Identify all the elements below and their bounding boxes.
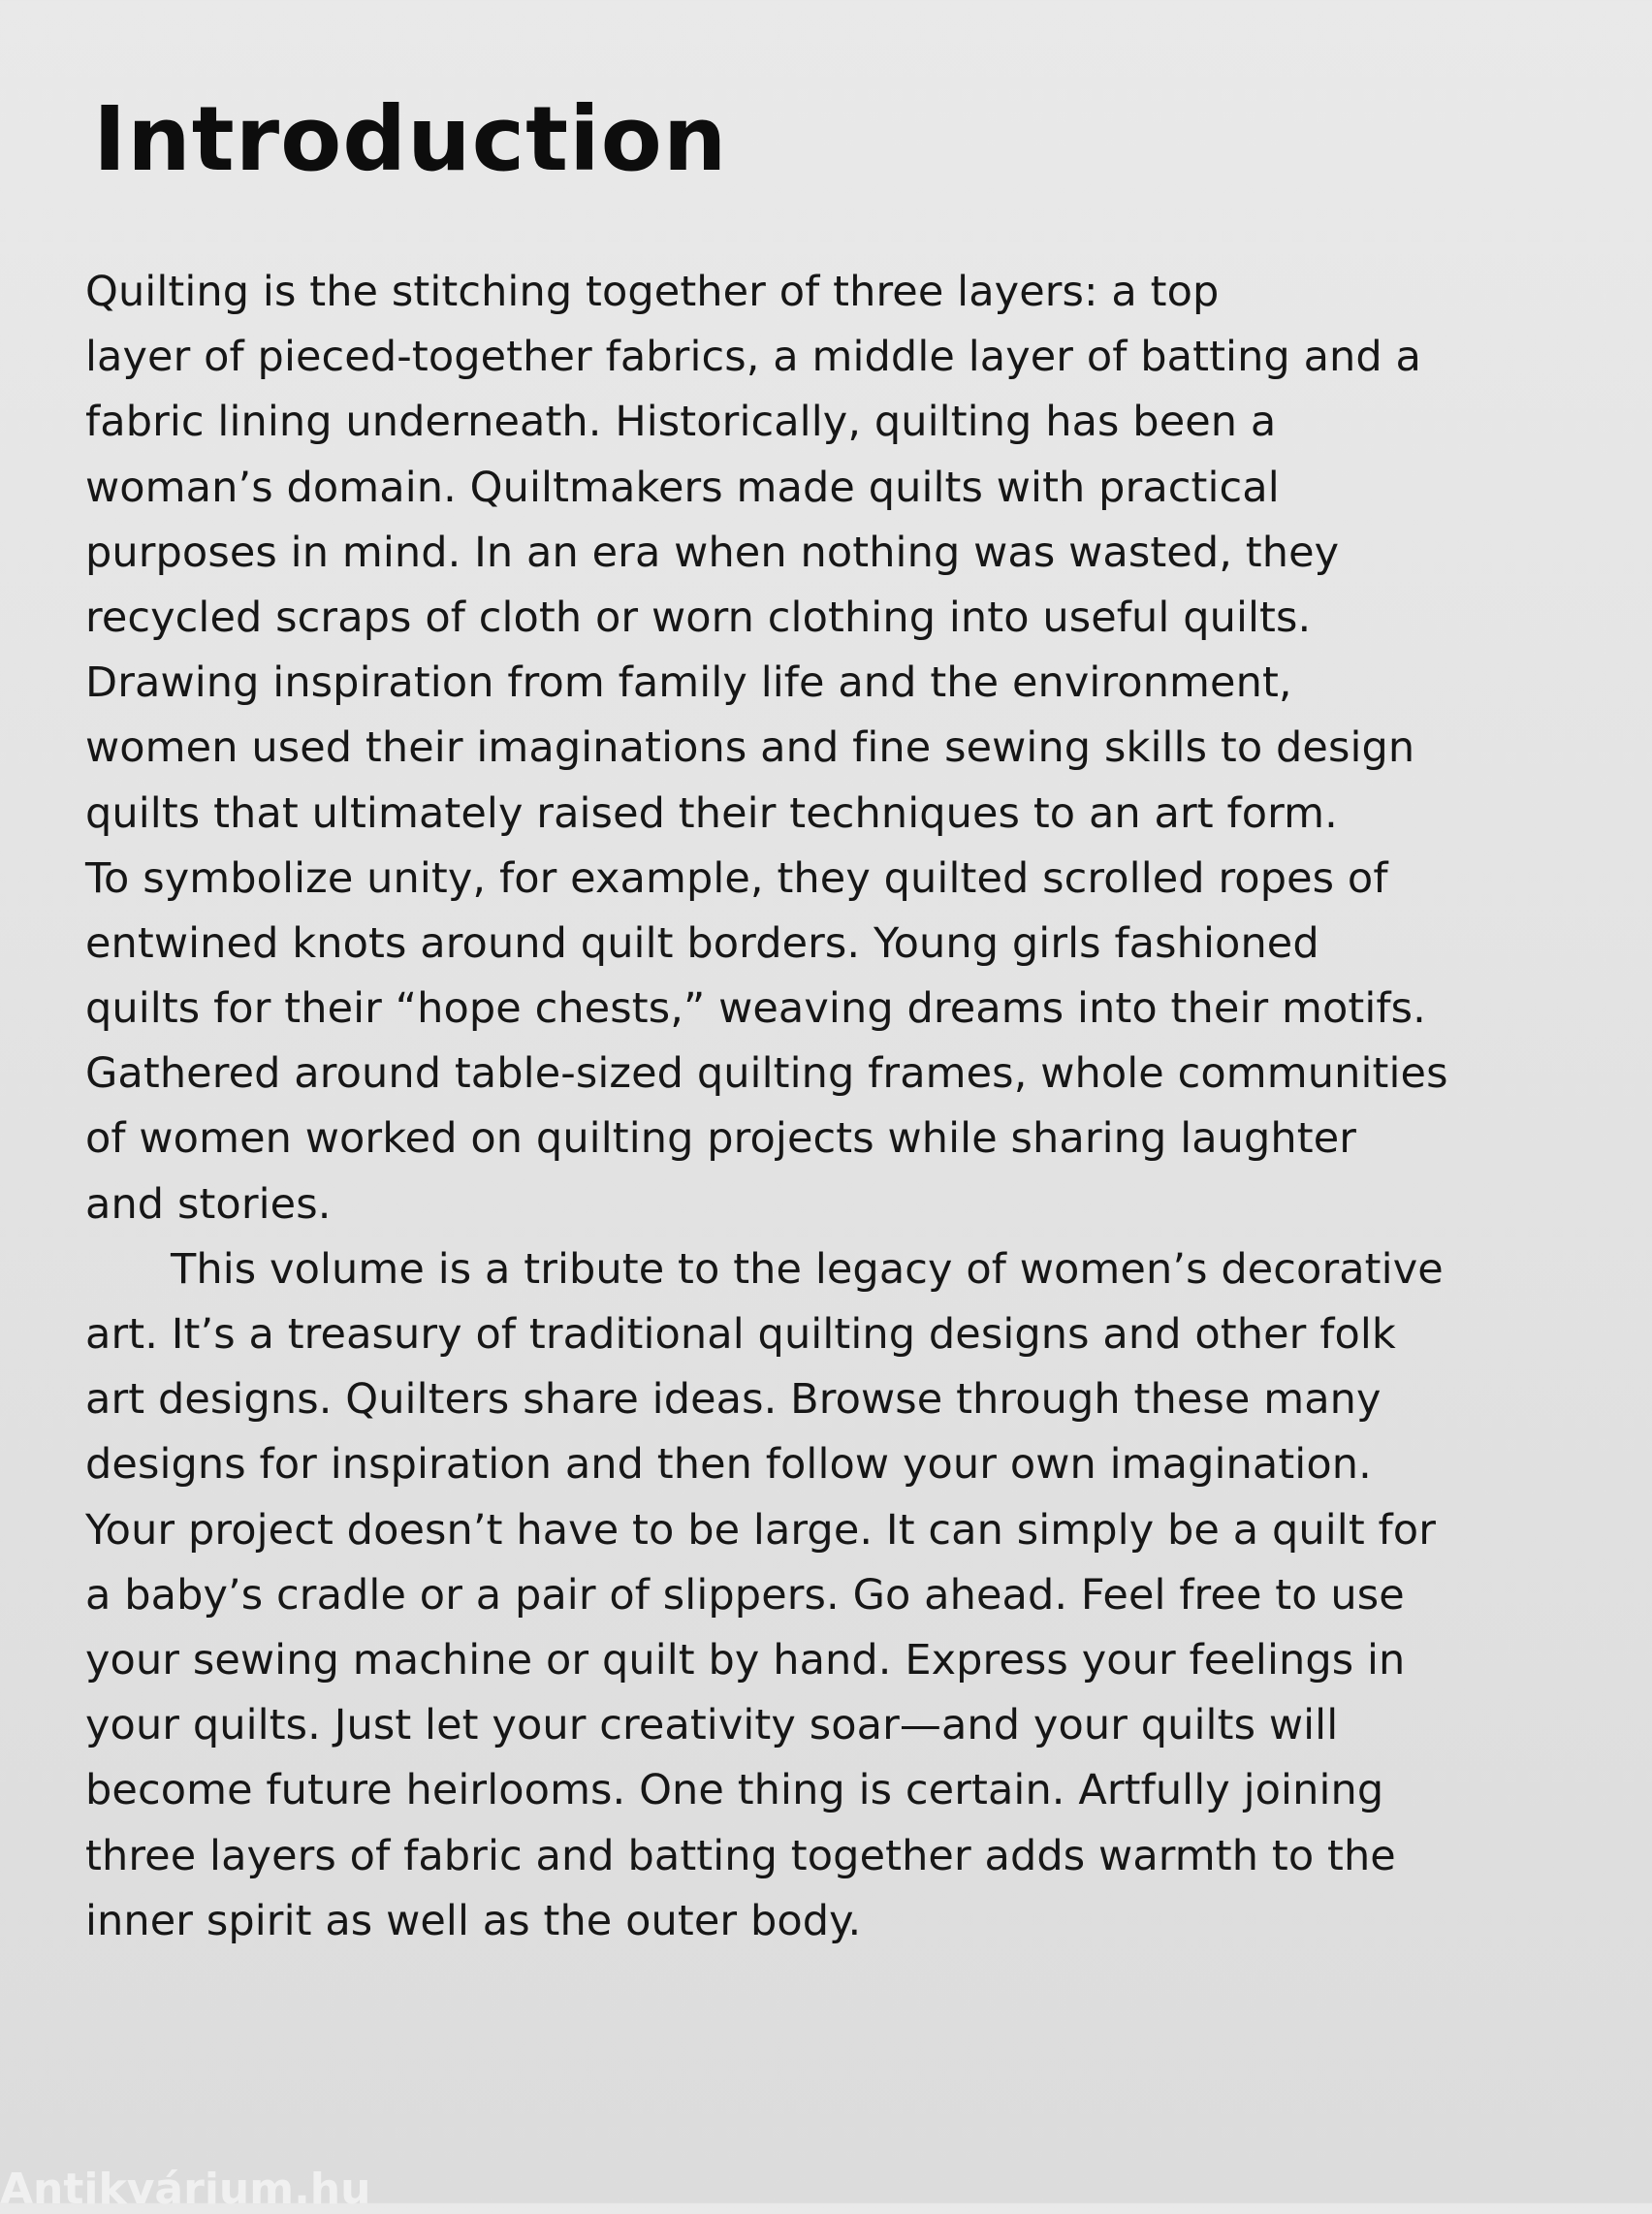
text-line: entwined knots around quilt borders. Young girls fashioned [85, 918, 1319, 968]
text-line: Your project doesn’t have to be large. It can simply be a quilt for [85, 1505, 1436, 1555]
text-line: recycled scraps of cloth or worn clothing into useful quilts. [85, 593, 1312, 642]
text-line: of women worked on quilting projects while sharing laughter [85, 1114, 1357, 1164]
page-title: Introduction [93, 87, 728, 191]
text-line: art. It’s a treasury of traditional quilting designs and other folk [85, 1310, 1396, 1359]
text-line: a baby’s cradle or a pair of slippers. Go ahead. Feel free to use [85, 1570, 1405, 1620]
text-line: inner spirit as well as the outer body. [85, 1896, 862, 1945]
text-line: This volume is a tribute to the legacy of women’s decorative [171, 1244, 1444, 1294]
text-line: Quilting is the stitching together of three layers: a top [85, 268, 1220, 316]
text-line: fabric lining underneath. Historically, quilting has been a [85, 398, 1277, 447]
text-line: layer of pieced-together fabrics, a middle layer of batting and a [85, 333, 1422, 382]
text-line: purposes in mind. In an era when nothing was wasted, they [85, 528, 1340, 577]
paragraph-2 [85, 1237, 1443, 1954]
text-line: To symbolize unity, for example, they quilted scrolled ropes of [85, 853, 1388, 903]
text-line: women used their imaginations and fine sewing skills to design [85, 723, 1415, 773]
text-line: Gathered around table-sized quilting frames, whole communities [85, 1049, 1448, 1099]
text-line: three layers of fabric and batting together adds warmth to the [85, 1831, 1396, 1880]
text-line: woman’s domain. Quiltmakers made quilts with practical [85, 463, 1280, 512]
watermark: Antikvárium.hu [0, 2165, 371, 2214]
text-line: your quilts. Just let your creativity soar—and your quilts will [85, 1701, 1339, 1750]
text-line: quilts for their “hope chests,” weaving dreams into their motifs. [85, 984, 1426, 1034]
text-line: art designs. Quilters share ideas. Browse through these many [85, 1375, 1382, 1425]
text-line: designs for inspiration and then follow your own imagination. [85, 1440, 1372, 1490]
text-line: quilts that ultimately raised their techniques to an art form. [85, 788, 1338, 838]
text-line: become future heirlooms. One thing is certain. Artfully joining [85, 1766, 1384, 1815]
body-text [85, 260, 1448, 1954]
text-line: and stories. [85, 1179, 332, 1229]
text-line: Drawing inspiration from family life and the environment, [85, 658, 1292, 708]
paragraph-1 [85, 260, 1448, 1237]
text-line: your sewing machine or quilt by hand. Express your feelings in [85, 1635, 1406, 1685]
